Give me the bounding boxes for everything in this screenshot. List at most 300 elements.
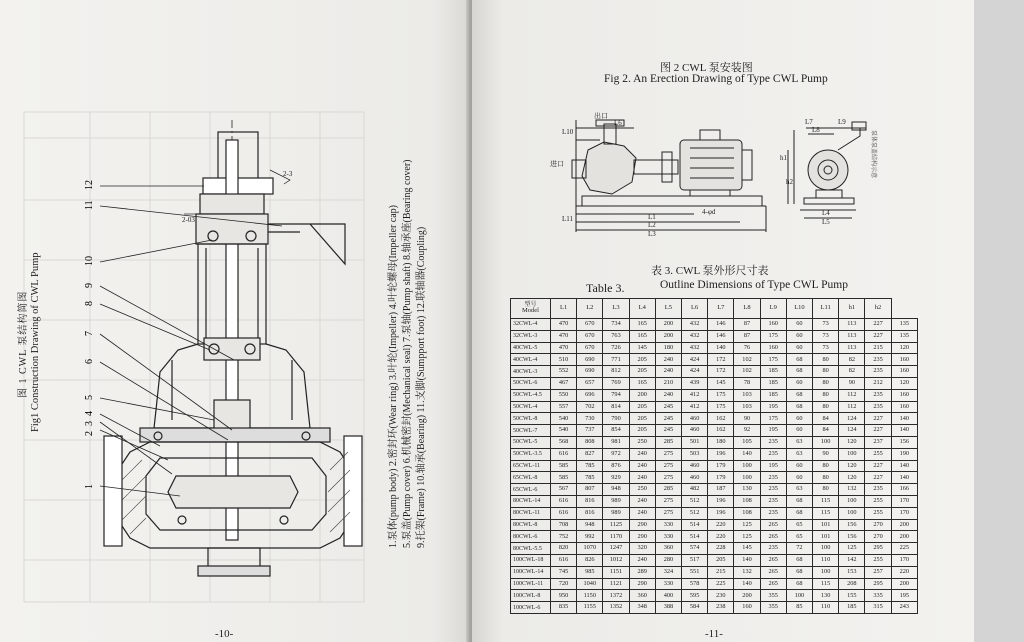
parts-legend-line-1: 1.泵体(pump body) 2.密封环(Wear ring) 3.叶轮(Impeller) 4.叶轮螺母(Impeller cap) [388, 205, 399, 548]
table-body [511, 319, 918, 614]
dimension-cell: 63 [786, 436, 812, 448]
dimension-cell: 146 [708, 330, 734, 342]
callout-7: 7 [84, 331, 95, 336]
dimension-cell: 616 [551, 495, 577, 507]
dimension-cell: 140 [734, 554, 760, 566]
table-row [511, 401, 918, 413]
dimension-cell: 195 [760, 460, 786, 472]
dimension-cell: 113 [839, 319, 865, 331]
dimension-L7: L7 [805, 118, 813, 126]
dimension-cell: 78 [734, 377, 760, 389]
dimension-cell: 814 [603, 401, 629, 413]
dimension-cell: 110 [813, 554, 839, 566]
dimension-cell: 205 [629, 425, 655, 437]
dimension-cell: 140 [891, 413, 917, 425]
dimension-cell: 482 [682, 484, 708, 496]
dimension-cell: 826 [577, 554, 603, 566]
dimension-cell: 245 [655, 413, 681, 425]
dimension-cell: 170 [891, 495, 917, 507]
dimension-cell: 235 [760, 507, 786, 519]
dimension-cell: 240 [655, 389, 681, 401]
dimension-h1: h1 [780, 154, 787, 162]
dimension-cell: 335 [865, 590, 891, 602]
dimension-cell: 670 [577, 342, 603, 354]
dimension-cell: 84 [813, 413, 839, 425]
dimension-cell: 240 [629, 460, 655, 472]
dimension-cell: 514 [682, 519, 708, 531]
model-cell: 100CWL-8 [511, 590, 551, 602]
dimension-cell: 790 [603, 413, 629, 425]
dimension-cell: 196 [708, 495, 734, 507]
dimension-cell: 101 [813, 519, 839, 531]
dimension-cell: 185 [839, 602, 865, 614]
dimension-cell: 470 [551, 319, 577, 331]
dimension-cell: 160 [891, 401, 917, 413]
dimension-cell: 989 [603, 495, 629, 507]
dimension-cell: 255 [865, 554, 891, 566]
model-cell: 65CWL-6 [511, 484, 551, 496]
dimension-cell: 1247 [603, 543, 629, 555]
dimension-cell: 470 [551, 330, 577, 342]
dimension-cell: 616 [551, 554, 577, 566]
dimension-cell: 90 [839, 377, 865, 389]
dimension-cell: 330 [655, 531, 681, 543]
dimension-cell: 1352 [603, 602, 629, 614]
dimension-cell: 265 [760, 554, 786, 566]
dimension-cell: 330 [655, 578, 681, 590]
dimension-cell: 60 [786, 425, 812, 437]
dimension-L6: L6 [614, 119, 622, 127]
dimension-cell: 60 [786, 330, 812, 342]
dimension-cell: 124 [839, 425, 865, 437]
dimension-cell: 752 [551, 531, 577, 543]
dimension-cell: 290 [629, 519, 655, 531]
figure-2-caption-cn: 图 2 CWL 泵安装图 [660, 62, 753, 74]
dimension-cell: 170 [891, 507, 917, 519]
dimension-cell: 670 [577, 319, 603, 331]
table-row [511, 472, 918, 484]
dimension-cell: 80 [813, 377, 839, 389]
dimension-cell: 702 [577, 401, 603, 413]
dimension-cell: 110 [813, 602, 839, 614]
shaft-dimension-label: 2-03 [182, 216, 195, 224]
dimension-cell: 255 [865, 448, 891, 460]
dimension-cell: 135 [891, 319, 917, 331]
table-row [511, 566, 918, 578]
dimension-cell: 235 [865, 401, 891, 413]
dimension-cell: 737 [577, 425, 603, 437]
dimension-cell: 794 [603, 389, 629, 401]
dimension-cell: 68 [786, 389, 812, 401]
dimension-cell: 816 [577, 507, 603, 519]
dimension-cell: 160 [891, 389, 917, 401]
dimension-cell: 808 [577, 436, 603, 448]
dimension-cell: 690 [577, 354, 603, 366]
dimension-cell: 68 [786, 354, 812, 366]
dimension-cell: 68 [786, 401, 812, 413]
model-cell: 100CWL-11 [511, 578, 551, 590]
dimension-cell: 87 [734, 319, 760, 331]
dimension-L5: L5 [822, 218, 830, 226]
dimension-L1: L1 [648, 213, 656, 221]
dimension-cell: 265 [760, 531, 786, 543]
dimension-cell: 225 [891, 543, 917, 555]
callout-6: 6 [84, 359, 95, 364]
model-cell: 80CWL-14 [511, 495, 551, 507]
dimension-cell: 215 [708, 566, 734, 578]
dimension-cell: 257 [865, 566, 891, 578]
dimension-cell: 745 [551, 566, 577, 578]
model-cell: 50CWL-3.5 [511, 448, 551, 460]
dimension-cell: 1372 [603, 590, 629, 602]
model-header [511, 299, 551, 319]
dimension-cell: 60 [786, 413, 812, 425]
dimension-cell: 355 [760, 590, 786, 602]
dimension-cell: 60 [786, 342, 812, 354]
dimension-cell: 180 [655, 342, 681, 354]
dimension-cell: 212 [865, 377, 891, 389]
dimension-cell: 200 [891, 519, 917, 531]
dimension-cell: 243 [891, 602, 917, 614]
dimension-cell: 172 [708, 354, 734, 366]
dimension-cell: 172 [708, 366, 734, 378]
dimension-cell: 270 [865, 519, 891, 531]
dimension-cell: 412 [682, 401, 708, 413]
dimension-cell: 517 [682, 554, 708, 566]
dimension-L11: L11 [562, 215, 574, 223]
dimension-cell: 324 [655, 566, 681, 578]
col-header: L9 [760, 299, 786, 319]
dimension-cell: 578 [682, 578, 708, 590]
dimension-cell: 730 [577, 413, 603, 425]
table-row [511, 590, 918, 602]
table-row [511, 531, 918, 543]
dimension-cell: 568 [551, 436, 577, 448]
dimension-h2: h2 [786, 178, 793, 186]
coupling-dimension-label: 2-3 [283, 170, 293, 178]
dimension-cell: 68 [786, 578, 812, 590]
dimension-cell: 165 [629, 377, 655, 389]
dimension-cell: 205 [629, 413, 655, 425]
dimension-cell: 432 [682, 330, 708, 342]
dimension-cell: 235 [760, 484, 786, 496]
dimension-cell: 205 [629, 401, 655, 413]
model-cell: 40CWL-5 [511, 342, 551, 354]
model-header-en: Model [522, 307, 539, 315]
table-row [511, 413, 918, 425]
table-row [511, 507, 918, 519]
callout-2: 2 [84, 431, 95, 436]
table-row [511, 460, 918, 472]
dimension-cell: 68 [786, 495, 812, 507]
dimension-cell: 255 [865, 507, 891, 519]
dimension-cell: 289 [629, 566, 655, 578]
dimension-cell: 103 [734, 389, 760, 401]
col-header: L10 [786, 299, 812, 319]
figure-2-caption-en: Fig 2. An Erection Drawing of Type CWL Pump [604, 73, 828, 85]
dimension-cell: 235 [865, 389, 891, 401]
dimension-cell: 185 [760, 377, 786, 389]
dimension-cell: 115 [813, 495, 839, 507]
dimension-cell: 208 [839, 578, 865, 590]
dimension-cell: 948 [577, 519, 603, 531]
dimension-cell: 876 [603, 460, 629, 472]
dimension-cell: 771 [603, 354, 629, 366]
dimension-cell: 235 [760, 495, 786, 507]
dimension-cell: 1155 [577, 602, 603, 614]
table-row [511, 554, 918, 566]
dimension-cell: 124 [839, 413, 865, 425]
col-header: L8 [734, 299, 760, 319]
dimension-cell: 103 [734, 401, 760, 413]
dimension-cell: 769 [603, 377, 629, 389]
col-header: L7 [708, 299, 734, 319]
table-row [511, 425, 918, 437]
dimension-cell: 503 [682, 448, 708, 460]
drawing-side-note: 泵体泵盖结构示意 [870, 130, 876, 179]
dimension-cell: 175 [708, 401, 734, 413]
dimension-cell: 162 [708, 413, 734, 425]
dimension-cell: 68 [786, 507, 812, 519]
dimension-cell: 80 [813, 401, 839, 413]
table-3-caption-cn: 表 3. CWL 泵外形尺寸表 [651, 265, 769, 277]
dimension-cell: 90 [813, 448, 839, 460]
dimension-cell: 250 [629, 436, 655, 448]
table-row [511, 319, 918, 331]
dimension-cell: 101 [813, 531, 839, 543]
col-header: L4 [629, 299, 655, 319]
dimension-cell: 92 [734, 425, 760, 437]
dimension-cell: 432 [682, 319, 708, 331]
dimension-cell: 160 [891, 366, 917, 378]
dimension-cell: 812 [603, 366, 629, 378]
dimension-cell: 145 [629, 342, 655, 354]
dimension-cell: 854 [603, 425, 629, 437]
dimension-L4: L4 [822, 209, 830, 217]
dimension-cell: 160 [760, 342, 786, 354]
dimension-cell: 255 [865, 495, 891, 507]
table-row [511, 448, 918, 460]
dimension-cell: 65 [786, 519, 812, 531]
inlet-label: 进口 [550, 160, 564, 168]
model-cell: 50CWL-7 [511, 425, 551, 437]
dimension-cell: 200 [891, 578, 917, 590]
table-row [511, 377, 918, 389]
dimension-cell: 348 [629, 602, 655, 614]
dimension-cell: 73 [813, 342, 839, 354]
parts-legend-line-3: 9.托架(Frame) 10.轴承(Bearing) 11.支脚(Sumpport foot) 12.联轴器(Coupling) [416, 226, 427, 548]
dimension-cell: 196 [708, 507, 734, 519]
dimension-L10: L10 [562, 128, 574, 136]
dimension-cell: 160 [891, 354, 917, 366]
table-row [511, 484, 918, 496]
dimension-cell: 227 [865, 425, 891, 437]
callout-1: 1 [84, 484, 95, 489]
model-cell: 50CWL-4.5 [511, 389, 551, 401]
dimension-cell: 130 [734, 484, 760, 496]
dimension-cell: 228 [708, 543, 734, 555]
model-cell: 80CWL-11 [511, 507, 551, 519]
dimension-cell: 80 [813, 460, 839, 472]
dimension-cell: 63 [786, 448, 812, 460]
dimension-cell: 355 [760, 602, 786, 614]
dimension-cell: 100 [813, 543, 839, 555]
dimension-cell: 557 [551, 401, 577, 413]
col-header: h1 [839, 299, 865, 319]
dimension-cell: 175 [760, 413, 786, 425]
dimension-cell: 82 [839, 354, 865, 366]
dimension-cell: 551 [682, 566, 708, 578]
dimension-cell: 185 [760, 389, 786, 401]
table-row [511, 436, 918, 448]
dimension-cell: 514 [682, 531, 708, 543]
dimension-cell: 100 [839, 495, 865, 507]
dimension-cell: 200 [891, 531, 917, 543]
dimension-cell: 140 [891, 425, 917, 437]
dimension-cell: 175 [760, 354, 786, 366]
dimension-cell: 156 [891, 436, 917, 448]
dimension-cell: 540 [551, 425, 577, 437]
model-cell: 80CWL-5.5 [511, 543, 551, 555]
dimension-cell: 196 [708, 448, 734, 460]
dimension-cell: 285 [655, 436, 681, 448]
dimension-cell: 175 [760, 330, 786, 342]
dimension-cell: 424 [682, 366, 708, 378]
table-3-label: Table 3. [586, 281, 625, 295]
dimension-cell: 1012 [603, 554, 629, 566]
dimension-cell: 175 [708, 389, 734, 401]
dimension-cell: 1121 [603, 578, 629, 590]
dimension-cell: 235 [865, 354, 891, 366]
dimension-cell: 275 [655, 495, 681, 507]
dimension-cell: 235 [760, 448, 786, 460]
dimension-cell: 113 [839, 330, 865, 342]
dimension-cell: 235 [865, 484, 891, 496]
dimension-cell: 1151 [603, 566, 629, 578]
dimension-cell: 60 [786, 377, 812, 389]
bolt-hole-label: 4-φd [702, 208, 716, 216]
model-cell: 50CWL-8 [511, 413, 551, 425]
dimension-cell: 179 [708, 460, 734, 472]
dimension-cell: 166 [891, 484, 917, 496]
callout-12: 12 [84, 180, 95, 190]
dimension-cell: 1070 [577, 543, 603, 555]
dimension-cell: 330 [655, 519, 681, 531]
col-header: L6 [682, 299, 708, 319]
dimension-cell: 290 [629, 531, 655, 543]
dimension-L3: L3 [648, 230, 656, 238]
dimension-L2: L2 [648, 221, 656, 229]
dimension-cell: 240 [629, 554, 655, 566]
dimension-cell: 763 [603, 330, 629, 342]
dimension-cell: 820 [551, 543, 577, 555]
dimension-cell: 275 [655, 448, 681, 460]
dimension-cell: 100 [734, 472, 760, 484]
dimension-cell: 827 [577, 448, 603, 460]
dimension-cell: 657 [577, 377, 603, 389]
dimension-cell: 238 [708, 602, 734, 614]
dimension-cell: 280 [655, 554, 681, 566]
dimension-cell: 72 [786, 543, 812, 555]
dimension-cell: 132 [734, 566, 760, 578]
dimension-L8: L8 [812, 126, 820, 134]
figure-1-caption-en: Fig1 Construction Drawing of CWL Pump [30, 252, 41, 432]
dimension-cell: 227 [865, 319, 891, 331]
dimension-cell: 125 [734, 531, 760, 543]
dimension-cell: 113 [839, 342, 865, 354]
dimension-cell: 1125 [603, 519, 629, 531]
callout-3: 3 [84, 421, 95, 426]
model-cell: 50CWL-4 [511, 401, 551, 413]
dimension-cell: 720 [551, 578, 577, 590]
dimension-cell: 439 [682, 377, 708, 389]
dimension-cell: 467 [551, 377, 577, 389]
dimension-cell: 80 [813, 472, 839, 484]
dimension-cell: 552 [551, 366, 577, 378]
dimension-cell: 785 [577, 472, 603, 484]
dimension-cell: 360 [629, 590, 655, 602]
dimension-cell: 460 [682, 425, 708, 437]
dimension-cell: 205 [629, 366, 655, 378]
dimension-cell: 816 [577, 495, 603, 507]
dimension-cell: 170 [891, 554, 917, 566]
dimension-cell: 616 [551, 448, 577, 460]
model-cell: 100CWL-6 [511, 602, 551, 614]
dimension-cell: 155 [839, 590, 865, 602]
dimension-cell: 265 [760, 578, 786, 590]
callout-9: 9 [84, 283, 95, 288]
table-row [511, 366, 918, 378]
dimension-cell: 87 [734, 330, 760, 342]
model-cell: 50CWL-5 [511, 436, 551, 448]
model-header-cn: 型号 [524, 302, 537, 309]
dimension-cell: 205 [708, 554, 734, 566]
table-row [511, 495, 918, 507]
dimension-cell: 120 [839, 436, 865, 448]
dimension-cell: 220 [891, 566, 917, 578]
dimension-cell: 315 [865, 602, 891, 614]
model-cell: 40CWL-4 [511, 354, 551, 366]
callout-5: 5 [84, 395, 95, 400]
dimension-cell: 82 [839, 366, 865, 378]
model-cell: 80CWL-6 [511, 531, 551, 543]
dimension-cell: 215 [865, 342, 891, 354]
dimension-cell: 112 [839, 389, 865, 401]
dimension-cell: 102 [734, 366, 760, 378]
dimension-cell: 235 [865, 366, 891, 378]
dimension-cell: 125 [839, 543, 865, 555]
model-cell: 40CWL-3 [511, 366, 551, 378]
dimension-cell: 245 [655, 425, 681, 437]
dimension-cell: 835 [551, 602, 577, 614]
dimension-cell: 80 [813, 354, 839, 366]
dimension-cell: 165 [629, 330, 655, 342]
dimension-cell: 100 [813, 436, 839, 448]
dimension-cell: 80 [813, 366, 839, 378]
dimension-cell: 102 [734, 354, 760, 366]
dimension-cell: 726 [603, 342, 629, 354]
table-row [511, 602, 918, 614]
dimension-cell: 115 [813, 578, 839, 590]
dimension-cell: 992 [577, 531, 603, 543]
dimension-L9: L9 [838, 118, 846, 126]
dimension-cell: 135 [891, 330, 917, 342]
page-number-left: -10- [215, 628, 234, 640]
dimension-cell: 180 [708, 436, 734, 448]
table-row [511, 519, 918, 531]
dimension-cell: 460 [682, 472, 708, 484]
dimension-cell: 108 [734, 495, 760, 507]
